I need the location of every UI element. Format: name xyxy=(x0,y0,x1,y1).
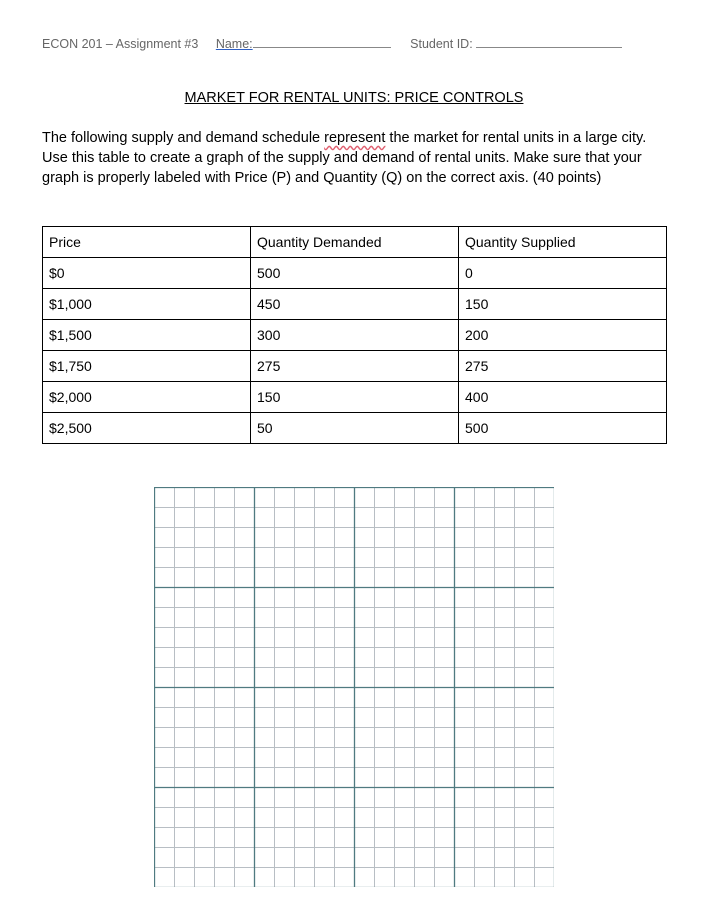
quantity-demanded-cell: 50 xyxy=(251,413,459,444)
table-row xyxy=(43,320,667,351)
quantity-demanded-cell: 150 xyxy=(251,382,459,413)
price-cell: $1,000 xyxy=(43,289,251,320)
quantity-supplied-cell: 500 xyxy=(459,413,667,444)
quantity-supplied-cell: 200 xyxy=(459,320,667,351)
table-row xyxy=(43,382,667,413)
table-header-row xyxy=(43,227,667,258)
quantity-demanded-cell: 450 xyxy=(251,289,459,320)
intro-text-start: The following supply and demand schedule xyxy=(42,130,325,146)
price-cell: $0 xyxy=(43,258,251,289)
price-cell: $1,750 xyxy=(43,351,251,382)
quantity-demanded-cell: 500 xyxy=(251,258,459,289)
spellcheck-flagged-word: represent xyxy=(324,130,386,146)
intro-text-end: the market for rental units in a large city. Use this table to create a graph of the supply and demand of rental units. Make sure that your graph is properly labeled with Price (P) and Quantity (Q) on the correct axis. (40 points) xyxy=(42,130,647,186)
page-title: MARKET FOR RENTAL UNITS: PRICE CONTROLS xyxy=(184,90,524,106)
name-blank-line[interactable] xyxy=(253,36,391,48)
student-id-blank-line[interactable] xyxy=(476,36,622,48)
quantity-supplied-cell: 150 xyxy=(459,289,667,320)
quantity-demanded-cell: 300 xyxy=(251,320,459,351)
header-cell-quantity-supplied: Quantity Supplied xyxy=(459,227,667,258)
quantity-supplied-cell: 400 xyxy=(459,382,667,413)
quantity-supplied-cell: 275 xyxy=(459,351,667,382)
header-cell-quantity-demanded: Quantity Demanded xyxy=(251,227,459,258)
price-cell: $2,500 xyxy=(43,413,251,444)
name-label: Name: xyxy=(215,37,253,51)
intro-paragraph xyxy=(42,128,672,188)
graph-paper-grid xyxy=(154,487,554,887)
table-row xyxy=(43,351,667,382)
price-cell: $1,500 xyxy=(43,320,251,351)
quantity-supplied-cell: 0 xyxy=(459,258,667,289)
table-row xyxy=(43,258,667,289)
header-cell-price: Price xyxy=(43,227,251,258)
table-row xyxy=(43,413,667,444)
document-header xyxy=(42,36,622,51)
price-cell: $2,000 xyxy=(43,382,251,413)
table-row xyxy=(43,289,667,320)
quantity-demanded-cell: 275 xyxy=(251,351,459,382)
course-label: ECON 201 – Assignment #3 xyxy=(42,37,199,51)
supply-demand-table xyxy=(42,226,667,444)
graph-paper xyxy=(154,487,554,892)
student-id-label: Student ID: xyxy=(410,37,473,51)
